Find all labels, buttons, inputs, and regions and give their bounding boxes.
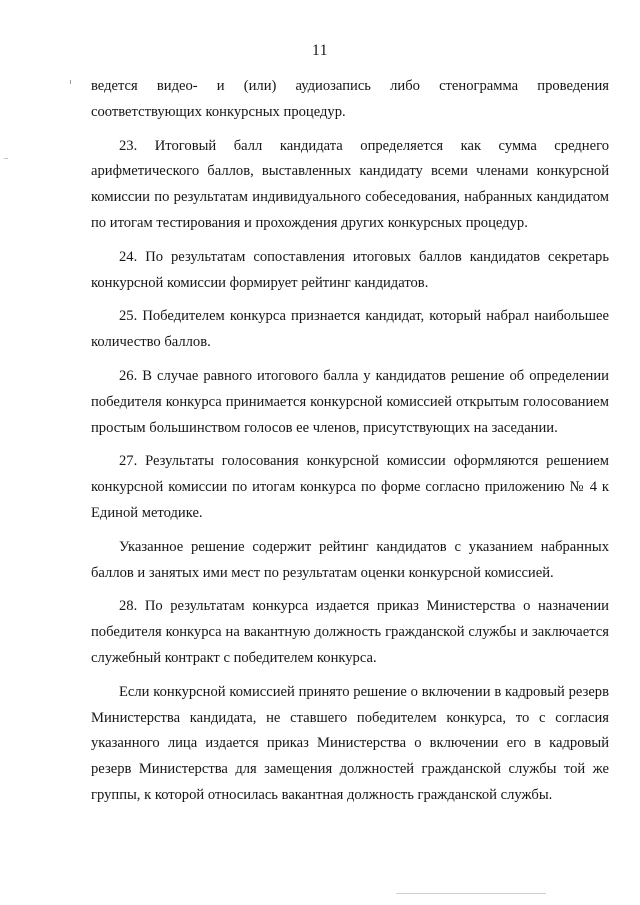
paragraph-24: 24. По результатам сопоставления итоговых баллов кандидатов секретарь конкурсной комиссии формирует рейтинг кандидатов. — [91, 248, 609, 291]
paragraph-continuation: ведется видео- и (или) аудиозапись либо стенограмма проведения соответствующих конкурсных процедур. — [91, 78, 609, 120]
scan-mark-left — [70, 80, 71, 84]
document-body — [91, 74, 609, 809]
paragraph-27: 27. Результаты голосования конкурсной комиссии оформляются решением конкурсной комиссии по итогам конкурса по форме согласно приложению № 4 к Единой методике. — [91, 453, 609, 521]
paragraph-28-reserve: Если конкурсной комиссией принято решение о включении в кадровый резерв Министерства кандидата, не ставшего победителем конкурса, то с согласия указанного лица издается приказ Министерства о включении его в кадровый резерв Министерства для замещения должностей гражданской службы той же группы, к которой относилась вакантная должность гражданской службы. — [91, 683, 609, 803]
paragraph-27-note: Указанное решение содержит рейтинг кандидатов с указанием набранных баллов и занятых ими мест по результатам оценки конкурсной комиссией. — [91, 538, 609, 581]
paragraph-25: 25. Победителем конкурса признается кандидат, который набрал наибольшее количество баллов. — [91, 308, 609, 351]
paragraph-23: 23. Итоговый балл кандидата определяется как сумма среднего арифметического баллов, выставленных кандидату всеми членами конкурсной комиссии по результатам индивидуального собеседования, набранных кандидатом по итогам тестирования и прохождения других конкурсных процедур. — [91, 137, 609, 231]
paragraph-26: 26. В случае равного итогового балла у кандидатов решение об определении победителя конкурса принимается конкурсной комиссией открытым голосованием простым большинством голосов ее членов, присутствующих на заседании. — [91, 367, 609, 436]
paragraph-28: 28. По результатам конкурса издается приказ Министерства о назначении победителя конкурса на вакантную должность гражданской службы и заключается служебный контракт с победителем конкурса. — [91, 598, 609, 666]
scan-mark-bottom — [396, 893, 546, 894]
page-number: 11 — [312, 42, 328, 59]
scan-mark-left-edge — [4, 158, 8, 159]
